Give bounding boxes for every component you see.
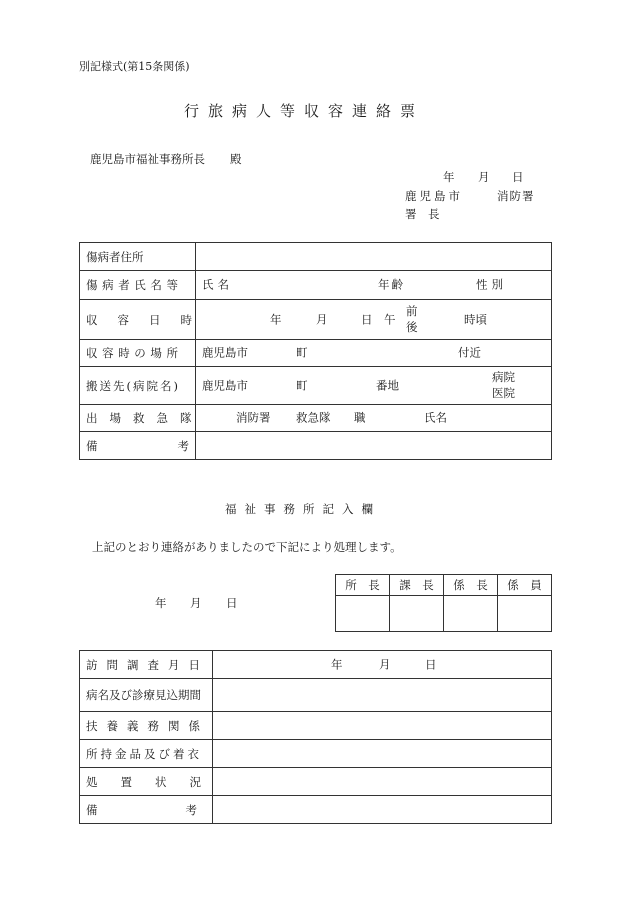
date-year: 年 bbox=[443, 170, 455, 184]
date2-day: 日 bbox=[226, 596, 238, 610]
am-label: 前 bbox=[406, 304, 418, 318]
remarks-cell[interactable] bbox=[213, 796, 552, 824]
visit-date-cell[interactable] bbox=[213, 651, 552, 679]
page-title: 行旅病人等収容連絡票 bbox=[184, 102, 425, 120]
label-text: 収容日時 bbox=[86, 312, 212, 327]
label-text: 搬送先(病院名) bbox=[86, 378, 180, 393]
approval-label: 係 員 bbox=[507, 578, 542, 592]
date2-year: 年 bbox=[155, 596, 167, 610]
table-row bbox=[80, 271, 552, 300]
ampm-suffix: 午 bbox=[384, 311, 396, 326]
diagnosis-cell[interactable] bbox=[213, 679, 552, 712]
stamp-box[interactable] bbox=[336, 596, 390, 632]
table-row bbox=[80, 768, 552, 796]
destination-cell[interactable] bbox=[196, 367, 552, 405]
table-row bbox=[80, 405, 552, 432]
town-label: 町 bbox=[296, 377, 308, 392]
name-label: 氏名 bbox=[424, 410, 447, 425]
honorific: 殿 bbox=[230, 152, 242, 166]
near-label: 付近 bbox=[458, 345, 481, 360]
approval-head bbox=[390, 575, 444, 596]
label-text: 備考 bbox=[86, 802, 285, 817]
approval-label: 課 長 bbox=[399, 578, 434, 592]
town-label: 町 bbox=[296, 345, 308, 360]
city-label: 鹿児島市 bbox=[202, 345, 248, 360]
rank-label: 職 bbox=[354, 410, 366, 425]
label-text: 出場救急隊 bbox=[86, 411, 204, 425]
label-text: 訪問調査月日 bbox=[86, 657, 209, 672]
support-cell[interactable] bbox=[213, 712, 552, 740]
name-cell[interactable] bbox=[196, 271, 552, 300]
stamp-box[interactable] bbox=[498, 596, 552, 632]
sender-station: 消防署 bbox=[497, 189, 535, 203]
label-text: 扶養義務関係 bbox=[86, 718, 209, 733]
pm-label: 後 bbox=[406, 320, 418, 334]
row-label bbox=[86, 249, 187, 265]
table-row bbox=[80, 679, 552, 712]
intake-place-cell[interactable] bbox=[196, 340, 552, 367]
sex-label: 性別 bbox=[476, 277, 507, 292]
table-row bbox=[80, 340, 552, 367]
table-row bbox=[80, 796, 552, 824]
station-label: 消防署 bbox=[236, 410, 271, 425]
name-label: 氏名 bbox=[202, 277, 233, 292]
label-text: 備考 bbox=[86, 438, 269, 453]
label-text: 処置状況 bbox=[86, 774, 224, 789]
section-text: 上記のとおり連絡がありましたので下記により処理します。 bbox=[92, 540, 402, 554]
label-text: 病名及び診療見込期間 bbox=[86, 688, 201, 702]
hour-label: 時頃 bbox=[464, 311, 487, 326]
address-cell[interactable] bbox=[196, 243, 552, 271]
table-row bbox=[80, 300, 552, 340]
day-label: 日 bbox=[425, 656, 437, 671]
table-row bbox=[80, 243, 552, 271]
form-id: 別記様式(第15条関係) bbox=[79, 60, 190, 73]
notification-table bbox=[79, 242, 552, 460]
welfare-table bbox=[79, 650, 552, 824]
clinic-label: 医院 bbox=[492, 386, 515, 400]
day-label: 日 bbox=[361, 311, 373, 326]
table-row bbox=[80, 712, 552, 740]
age-label: 年齢 bbox=[378, 277, 405, 292]
table-row bbox=[80, 740, 552, 768]
lot-label: 番地 bbox=[376, 377, 399, 392]
date2-month: 月 bbox=[190, 596, 202, 610]
approval-stamps bbox=[335, 574, 552, 632]
belongings-cell[interactable] bbox=[213, 740, 552, 768]
stamp-box[interactable] bbox=[444, 596, 498, 632]
approval-head bbox=[336, 575, 390, 596]
remarks-cell[interactable] bbox=[196, 432, 552, 460]
label-text: 傷病者氏名等 bbox=[86, 278, 183, 292]
ambulance-cell[interactable] bbox=[196, 405, 552, 432]
label-text: 所持金品及び着衣 bbox=[86, 746, 202, 761]
unit-label: 救急隊 bbox=[296, 410, 331, 425]
label-text: 収容時の場所 bbox=[86, 346, 183, 360]
treatment-cell[interactable] bbox=[213, 768, 552, 796]
intake-datetime-cell[interactable] bbox=[196, 300, 552, 340]
recipient: 鹿児島市福祉事務所長 bbox=[90, 152, 205, 166]
table-row bbox=[80, 367, 552, 405]
date-day: 日 bbox=[512, 170, 524, 184]
table-row bbox=[80, 432, 552, 460]
sender-city: 鹿児島市 bbox=[405, 189, 463, 203]
table-row bbox=[80, 651, 552, 679]
hospital-label: 病院 bbox=[492, 370, 515, 384]
approval-label: 係 長 bbox=[453, 578, 488, 592]
year-label: 年 bbox=[270, 311, 282, 326]
sender-chief: 署 長 bbox=[405, 207, 440, 221]
approval-head bbox=[498, 575, 552, 596]
month-label: 月 bbox=[379, 656, 391, 671]
label-text: 傷病者住所 bbox=[86, 249, 144, 264]
year-label: 年 bbox=[331, 656, 343, 671]
city-label: 鹿児島市 bbox=[202, 377, 248, 392]
month-label: 月 bbox=[316, 311, 328, 326]
stamp-box[interactable] bbox=[390, 596, 444, 632]
section-title: 福祉事務所記入欄 bbox=[225, 502, 381, 516]
date-month: 月 bbox=[478, 170, 490, 184]
approval-label: 所 長 bbox=[345, 578, 380, 592]
approval-head bbox=[444, 575, 498, 596]
